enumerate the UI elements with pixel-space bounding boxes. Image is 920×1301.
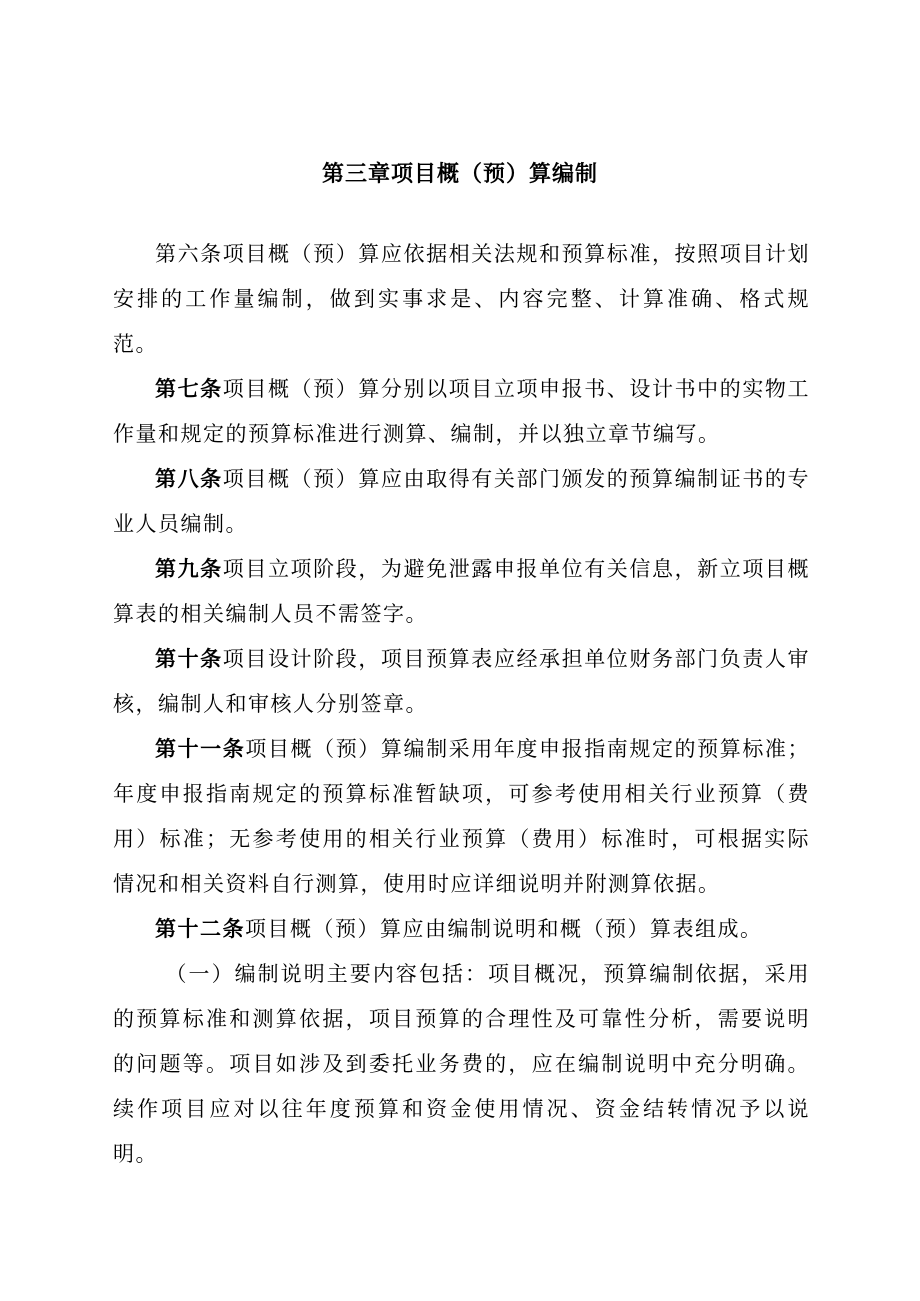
article-10-text: 项目设计阶段，项目预算表应经承担单位财务部门负责人审核，编制人和审核人分别签章。 — [113, 647, 811, 716]
article-9-paragraph — [113, 547, 810, 637]
article-10-label: 第十条 — [155, 647, 223, 671]
article-7-text: 项目概（预）算分别以项目立项申报书、设计书中的实物工作量和规定的预算标准进行测算、编制，并以独立章节编写。 — [113, 377, 811, 446]
article-11-paragraph — [113, 727, 810, 907]
article-6-paragraph — [113, 232, 810, 367]
article-12-text: 项目概（预）算应由编制说明和概（预）算表组成。 — [245, 917, 763, 941]
document-body — [113, 232, 810, 1177]
chapter-title: 第三章项目概（预）算编制 — [321, 162, 598, 187]
article-10-paragraph — [113, 637, 810, 727]
article-7-paragraph — [113, 367, 810, 457]
article-11-text: 项目概（预）算编制采用年度申报指南规定的预算标准；年度申报指南规定的预算标准暂缺项，可参考使用相关行业预算（费用）标准；无参考使用的相关行业预算（费用）标准时，可根据实际情况和相关资料自行测算，使用时应详细说明并附测算依据。 — [113, 737, 810, 896]
article-8-label: 第八条 — [155, 467, 223, 491]
article-12-item-1-paragraph — [113, 952, 810, 1177]
article-7-label: 第七条 — [155, 377, 223, 401]
article-12-paragraph — [113, 907, 810, 952]
article-9-text: 项目立项阶段，为避免泄露申报单位有关信息，新立项目概算表的相关编制人员不需签字。 — [113, 557, 811, 626]
article-12-item-1-text: （一）编制说明主要内容包括：项目概况，预算编制依据，采用的预算标准和测算依据，项目预算的合理性及可靠性分析，需要说明的问题等。项目如涉及到委托业务费的，应在编制说明中充分明确。续作项目应对以往年度预算和资金使用情况、资金结转情况予以说明。 — [113, 962, 810, 1166]
article-11-label: 第十一条 — [155, 737, 246, 761]
article-9-label: 第九条 — [155, 557, 223, 581]
article-6-text: 第六条项目概（预）算应依据相关法规和预算标准，按照项目计划安排的工作量编制，做到实事求是、内容完整、计算准确、格式规范。 — [113, 242, 810, 356]
article-8-paragraph — [113, 457, 810, 547]
article-12-label: 第十二条 — [155, 917, 245, 941]
article-8-text: 项目概（预）算应由取得有关部门颁发的预算编制证书的专业人员编制。 — [113, 467, 811, 536]
